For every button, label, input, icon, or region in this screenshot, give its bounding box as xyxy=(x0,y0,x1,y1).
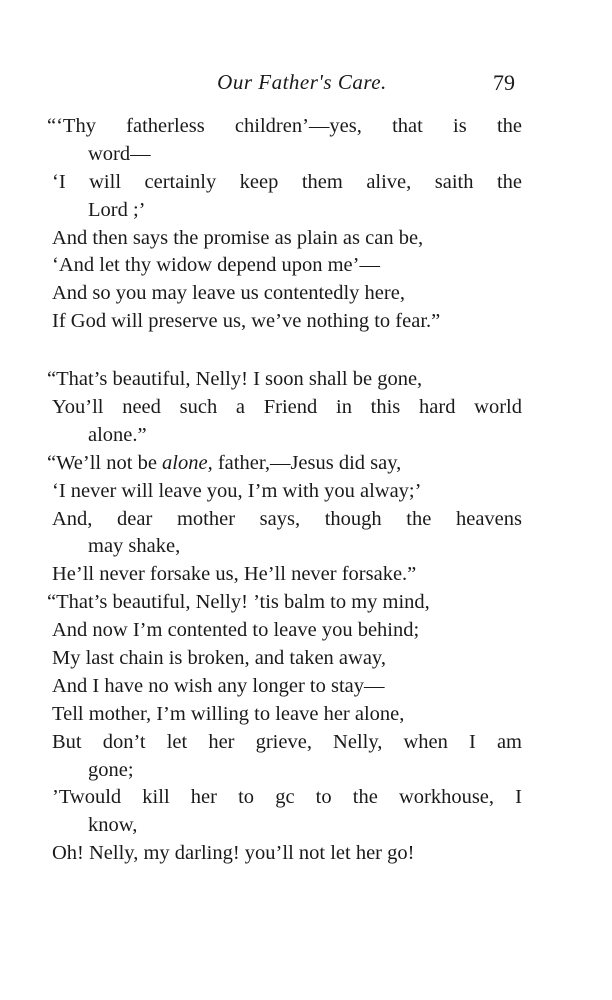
poem-line xyxy=(52,784,522,812)
line-text: ’Twould kill her to gc to the workhouse, I xyxy=(52,786,522,809)
poem-line xyxy=(52,840,522,868)
line-text: alone.” xyxy=(88,423,147,446)
poem-line xyxy=(52,225,522,253)
line-text: know, xyxy=(88,814,138,837)
line-text: But don’t let her grieve, Nelly, when I am xyxy=(52,730,522,753)
poem-line xyxy=(52,673,522,701)
line-text: He’ll never forsake us, He’ll never forsake.” xyxy=(52,563,417,586)
line-text: ‘I never will leave you, I’m with you alway;’ xyxy=(52,479,422,502)
line-text: ‘I will certainly keep them alive, saith the xyxy=(52,170,522,193)
poem-line xyxy=(52,478,522,506)
line-text: “We’ll not be xyxy=(47,451,163,474)
poem-line xyxy=(52,757,522,785)
line-text: Lord ;’ xyxy=(88,198,146,221)
line-text: If God will preserve us, we’ve nothing to fear.” xyxy=(52,310,441,333)
stanza xyxy=(47,113,522,336)
line-text: And, dear mother says, though the heavens xyxy=(52,507,522,530)
poem-line xyxy=(52,197,522,225)
poem-line xyxy=(52,729,522,757)
line-text: ‘And let thy widow depend upon me’— xyxy=(52,254,380,277)
poem-line xyxy=(52,422,522,450)
poem-line xyxy=(52,617,522,645)
poem-line xyxy=(47,589,522,617)
poem-line xyxy=(52,141,522,169)
poem-line xyxy=(47,450,522,478)
line-text: You’ll need such a Friend in this hard world xyxy=(52,396,522,419)
poem-line xyxy=(52,701,522,729)
line-text-after: father,—Jesus did say, xyxy=(212,451,402,474)
line-text: “That’s beautiful, Nelly! ’tis balm to my mind, xyxy=(47,591,430,614)
emphasis-text: alone, xyxy=(162,451,213,474)
page-number: 79 xyxy=(493,70,515,95)
stanza xyxy=(47,366,522,868)
line-text: word— xyxy=(88,142,151,165)
line-text: Tell mother, I’m willing to leave her alone, xyxy=(52,702,405,725)
line-text: And I have no wish any longer to stay— xyxy=(52,674,385,697)
line-text: Oh! Nelly, my darling! you’ll not let her go! xyxy=(52,842,415,865)
line-text: My last chain is broken, and taken away, xyxy=(52,647,386,670)
poem-line xyxy=(52,533,522,561)
line-text: And now I’m contented to leave you behind; xyxy=(52,619,420,642)
line-text: And so you may leave us contentedly here, xyxy=(52,282,405,305)
poem-line xyxy=(52,169,522,197)
poem-line xyxy=(52,252,522,280)
line-text: “That’s beautiful, Nelly! I soon shall be gone, xyxy=(47,368,423,391)
poem-line xyxy=(52,394,522,422)
page-header xyxy=(0,70,612,100)
poem-line xyxy=(52,812,522,840)
line-text: “‘Thy fatherless children’—yes, that is the xyxy=(47,115,522,137)
poem-line xyxy=(47,113,522,141)
poem-line xyxy=(47,366,522,394)
poem-line xyxy=(52,645,522,673)
poem-line xyxy=(52,308,522,336)
poem-line xyxy=(52,561,522,589)
line-text: And then says the promise as plain as can be, xyxy=(52,226,424,249)
line-text: may shake, xyxy=(88,535,181,558)
poem-line xyxy=(52,280,522,308)
poem-body xyxy=(47,113,522,868)
poem-line xyxy=(52,506,522,534)
line-text: gone; xyxy=(88,758,134,781)
running-title: Our Father's Care. xyxy=(217,70,387,94)
